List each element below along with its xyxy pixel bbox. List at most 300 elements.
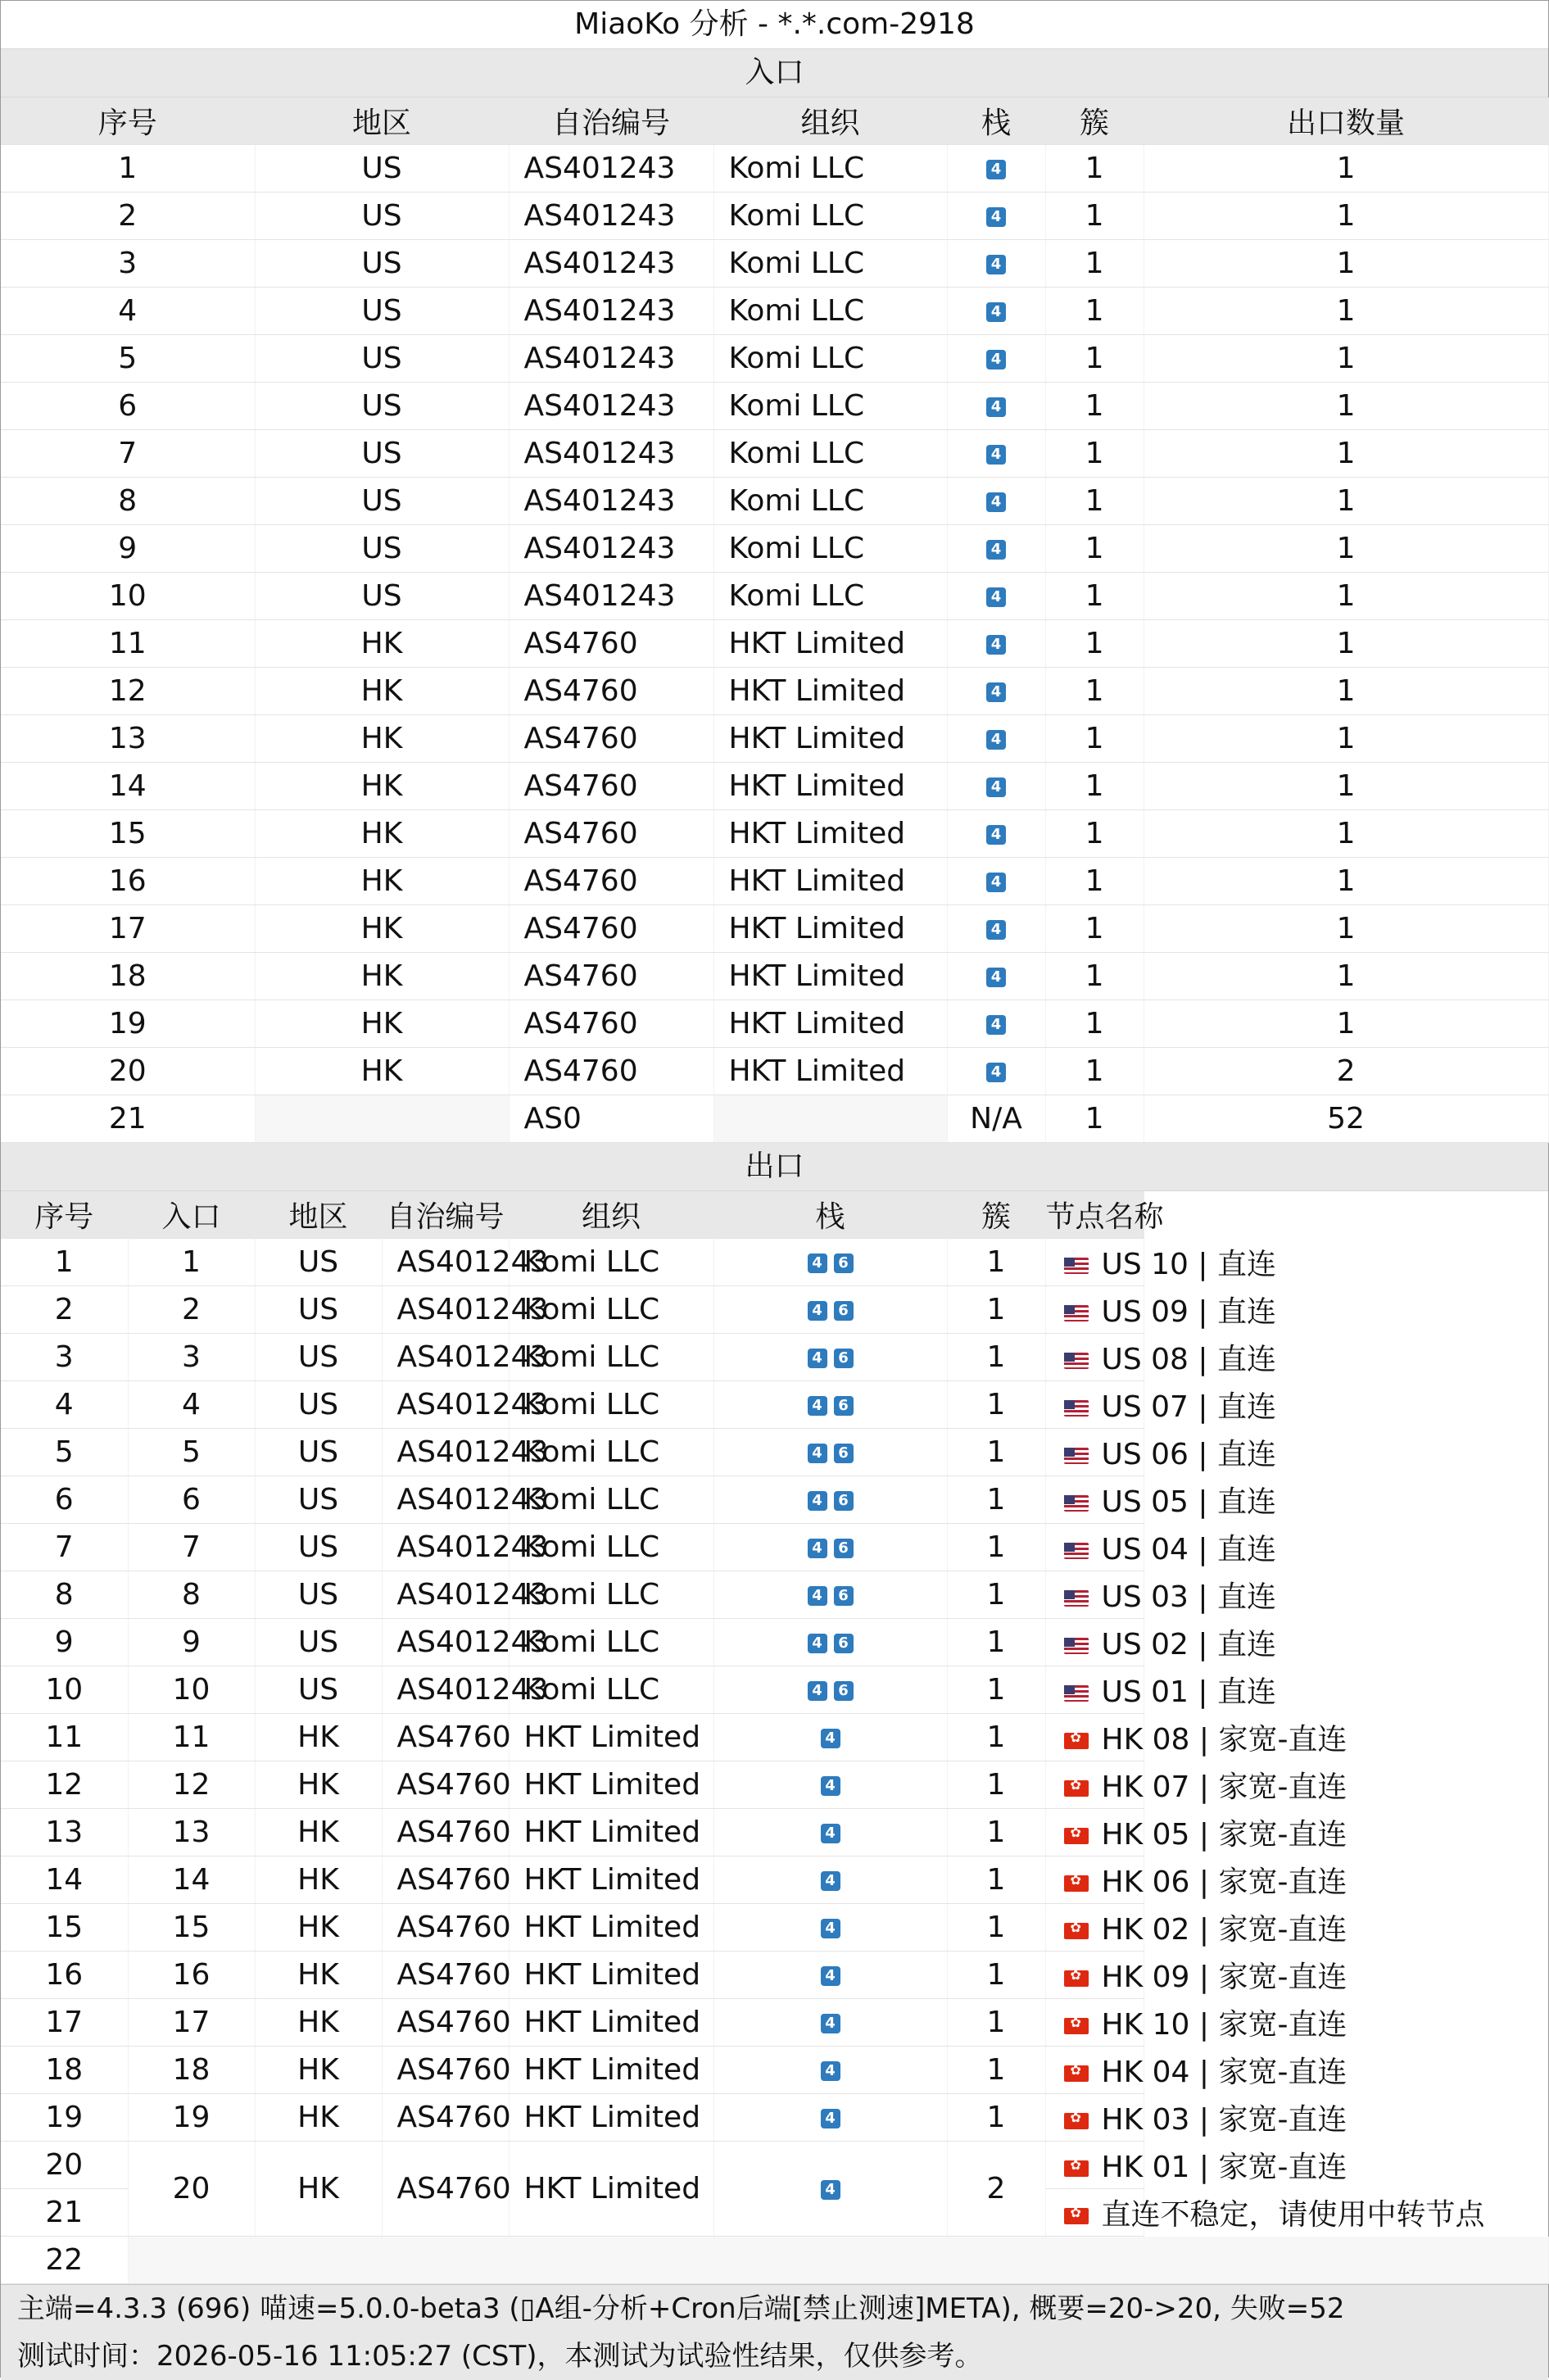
- asn-cell: AS4760: [382, 1714, 509, 1761]
- org-cell: HKT Limited: [509, 1809, 713, 1856]
- us-flag-icon: [1064, 1305, 1089, 1321]
- us-flag-icon: [1064, 1258, 1089, 1274]
- ip-stack-badge: 4: [986, 777, 1006, 797]
- region-cell: HK: [255, 905, 509, 953]
- entry-row: [1, 478, 1548, 525]
- stack-cell: [713, 1286, 947, 1334]
- org-cell: Komi LLC: [713, 335, 947, 383]
- entry-row: [1, 383, 1548, 430]
- us-flag-icon: [1064, 1543, 1089, 1559]
- node-name-cell: [1045, 1809, 1347, 1856]
- entry-row: [1, 335, 1548, 383]
- ip-stack-badge: 4: [808, 1586, 827, 1606]
- asn-cell: AS4760: [509, 763, 713, 810]
- org-cell: HKT Limited: [713, 763, 947, 810]
- cluster-cell: 1: [947, 1761, 1045, 1809]
- cluster-cell: 1: [947, 2094, 1045, 2142]
- asn-cell: AS401243: [509, 525, 713, 573]
- org-cell: Komi LLC: [713, 478, 947, 525]
- exit-table: [1, 1191, 1549, 2284]
- cluster-cell: 1: [947, 1334, 1045, 1381]
- cluster-cell: 1: [947, 1381, 1045, 1429]
- asn-cell: AS401243: [509, 573, 713, 620]
- exit-row: [1, 1571, 1548, 1619]
- index-cell: 16: [1, 858, 255, 905]
- hk-flag-icon: [1064, 1923, 1089, 1939]
- index-cell: 10: [1, 573, 255, 620]
- col-header-cluster: 簇: [1045, 97, 1144, 145]
- asn-cell: AS401243: [382, 1666, 509, 1714]
- asn-cell: AS401243: [509, 288, 713, 335]
- asn-cell: AS401243: [382, 1524, 509, 1571]
- node-name: HK 04 | 家宽-直连: [1101, 2056, 1347, 2089]
- entry-cell: 2: [128, 1286, 255, 1334]
- index-cell: 14: [1, 1856, 128, 1904]
- node-name-cell: [1045, 1476, 1276, 1524]
- index-cell: 9: [1, 1619, 128, 1666]
- index-cell: 13: [1, 715, 255, 763]
- region-cell: HK: [255, 715, 509, 763]
- region-cell: HK: [255, 858, 509, 905]
- entry-row: [1, 858, 1548, 905]
- index-cell: 11: [1, 620, 255, 668]
- org-cell: Komi LLC: [509, 1334, 713, 1381]
- ip-stack-badge: 6: [834, 1444, 854, 1463]
- node-name-cell: [1045, 1904, 1347, 1952]
- index-cell: 1: [1, 1239, 128, 1286]
- col-header-node-name: 节点名称: [1045, 1191, 1144, 1239]
- index-cell: 10: [1, 1666, 128, 1714]
- exit-row: [1, 1429, 1548, 1476]
- entry-row: [1, 715, 1548, 763]
- org-cell: HKT Limited: [713, 1000, 947, 1048]
- ip-stack-badge: 4: [986, 825, 1006, 845]
- node-name-cell: [1045, 2189, 1485, 2237]
- ip-stack-badge: 6: [834, 1539, 854, 1558]
- exit-row: [1, 1524, 1548, 1571]
- cluster-cell: 1: [947, 1476, 1045, 1524]
- entry-cell: 14: [128, 1856, 255, 1904]
- entry-row: [1, 1048, 1548, 1095]
- cluster-cell: 1: [1045, 478, 1144, 525]
- index-cell: 5: [1, 335, 255, 383]
- stack-cell: [713, 1999, 947, 2047]
- region-cell: US: [255, 145, 509, 193]
- node-name: US 06 | 直连: [1101, 1438, 1276, 1471]
- org-cell: Komi LLC: [509, 1429, 713, 1476]
- stack-cell: [947, 525, 1045, 573]
- index-cell: 11: [1, 1714, 128, 1761]
- org-cell: Komi LLC: [509, 1524, 713, 1571]
- region-cell: HK: [255, 1809, 382, 1856]
- cluster-cell: 1: [1045, 193, 1144, 240]
- exit-row: [1, 1476, 1548, 1524]
- region-cell: HK: [255, 1856, 382, 1904]
- stack-cell: [947, 430, 1045, 478]
- entry-row: [1, 620, 1548, 668]
- org-cell: HKT Limited: [509, 1952, 713, 1999]
- footer-version-line: 主端=4.3.3 (696) 喵速=5.0.0-beta3 (▯A组-分析+Cron后端[禁止测速]META), 概要=20->20, 失败=52: [17, 2292, 1345, 2325]
- index-cell: 21: [1, 2189, 128, 2237]
- ip-stack-badge: 6: [834, 1253, 854, 1273]
- exit-row: [1, 2237, 1548, 2284]
- exit-count-cell: 1: [1144, 573, 1548, 620]
- node-name-cell: [1045, 2047, 1347, 2094]
- index-cell: 12: [1, 1761, 128, 1809]
- org-cell: HKT Limited: [509, 2047, 713, 2094]
- org-cell: Komi LLC: [713, 193, 947, 240]
- org-cell: Komi LLC: [713, 288, 947, 335]
- col-header-org: 组织: [713, 97, 947, 145]
- entry-cell: 9: [128, 1619, 255, 1666]
- cluster-cell: 1: [1045, 905, 1144, 953]
- entry-cell: 5: [128, 1429, 255, 1476]
- node-name: US 03 | 直连: [1101, 1580, 1276, 1614]
- stack-cell: [947, 763, 1045, 810]
- entry-row: [1, 1000, 1548, 1048]
- ip-stack-badge: 4: [986, 397, 1006, 417]
- cluster-cell: 1: [947, 1571, 1045, 1619]
- stack-cell: [713, 1239, 947, 1286]
- hk-flag-icon: [1064, 1970, 1089, 1987]
- exit-section-label: 出口: [1, 1143, 1548, 1191]
- index-cell: 6: [1, 1476, 128, 1524]
- node-name-cell: [1045, 1856, 1347, 1904]
- col-header-index: 序号: [1, 1191, 128, 1239]
- ip-stack-badge: 4: [986, 350, 1006, 369]
- exit-count-cell: 1: [1144, 145, 1548, 193]
- index-cell: 3: [1, 240, 255, 288]
- index-cell: 7: [1, 430, 255, 478]
- region-cell: HK: [255, 1952, 382, 1999]
- node-name-cell: [1045, 1334, 1276, 1381]
- ip-stack-badge: 6: [834, 1491, 854, 1511]
- index-cell: 16: [1, 1952, 128, 1999]
- exit-row: [1, 2094, 1548, 2142]
- entry-row: [1, 193, 1548, 240]
- region-cell: HK: [255, 1904, 382, 1952]
- entry-table: [1, 97, 1549, 1143]
- col-header-cluster: 簇: [947, 1191, 1045, 1239]
- cluster-cell: 1: [947, 1286, 1045, 1334]
- stack-cell: N/A: [947, 1095, 1045, 1143]
- ip-stack-badge: 4: [808, 1253, 827, 1273]
- exit-count-cell: 1: [1144, 668, 1548, 715]
- org-cell: HKT Limited: [509, 1999, 713, 2047]
- cluster-cell: 1: [1045, 145, 1144, 193]
- entry-row: [1, 1095, 1548, 1143]
- index-cell: 13: [1, 1809, 128, 1856]
- org-cell: Komi LLC: [713, 525, 947, 573]
- org-cell: HKT Limited: [509, 1714, 713, 1761]
- node-name-cell: [1045, 2094, 1347, 2142]
- region-cell: HK: [255, 620, 509, 668]
- stack-cell: [947, 810, 1045, 858]
- ip-stack-badge: 4: [821, 1966, 840, 1986]
- stack-cell: [713, 1666, 947, 1714]
- region-cell: US: [255, 1571, 382, 1619]
- asn-cell: AS401243: [509, 478, 713, 525]
- entry-row: [1, 810, 1548, 858]
- asn-cell: AS401243: [509, 145, 713, 193]
- stack-cell: [713, 2094, 947, 2142]
- hk-flag-icon: [1064, 2160, 1089, 2177]
- asn-cell: AS4760: [509, 668, 713, 715]
- index-cell: 5: [1, 1429, 128, 1476]
- region-cell: US: [255, 335, 509, 383]
- stack-cell: [713, 2142, 947, 2237]
- ip-stack-badge: 4: [808, 1491, 827, 1511]
- index-cell: 2: [1, 1286, 128, 1334]
- exit-count-cell: 1: [1144, 335, 1548, 383]
- stack-cell: [713, 1381, 947, 1429]
- stack-cell: [947, 573, 1045, 620]
- cluster-cell: 1: [1045, 430, 1144, 478]
- stack-cell: [713, 1714, 947, 1761]
- cluster-cell: 1: [947, 1666, 1045, 1714]
- report-title: MiaoKo 分析 - *.*.com-2918: [1, 1, 1548, 49]
- ip-stack-badge: 4: [986, 255, 1006, 274]
- org-cell: HKT Limited: [509, 1761, 713, 1809]
- stack-cell: [713, 1476, 947, 1524]
- org-cell: HKT Limited: [713, 620, 947, 668]
- asn-cell: AS401243: [509, 430, 713, 478]
- ip-stack-badge: 6: [834, 1301, 854, 1321]
- us-flag-icon: [1064, 1590, 1089, 1607]
- ip-stack-badge: 4: [986, 160, 1006, 179]
- index-cell: 21: [1, 1095, 255, 1143]
- entry-cell: 17: [128, 1999, 255, 2047]
- index-cell: 20: [1, 1048, 255, 1095]
- col-header-asn: 自治编号: [382, 1191, 509, 1239]
- node-name-cell: [1045, 1999, 1347, 2047]
- stack-cell: [947, 1000, 1045, 1048]
- hk-flag-icon: [1064, 1828, 1089, 1844]
- region-cell: HK: [255, 2047, 382, 2094]
- asn-cell: AS0: [509, 1095, 713, 1143]
- stack-cell: [713, 1619, 947, 1666]
- cluster-cell: 1: [947, 1619, 1045, 1666]
- region-cell: US: [255, 1666, 382, 1714]
- entry-cell: 11: [128, 1714, 255, 1761]
- cluster-cell: 1: [1045, 383, 1144, 430]
- asn-cell: AS401243: [509, 240, 713, 288]
- col-header-region: 地区: [255, 97, 509, 145]
- ip-stack-badge: 6: [834, 1634, 854, 1653]
- cluster-cell: 1: [1045, 335, 1144, 383]
- asn-cell: AS4760: [382, 1904, 509, 1952]
- region-cell: HK: [255, 2142, 382, 2237]
- ip-stack-badge: 4: [821, 1776, 840, 1796]
- stack-cell: [713, 1856, 947, 1904]
- stack-cell: [713, 1334, 947, 1381]
- cluster-cell: 2: [947, 2142, 1045, 2237]
- asn-cell: AS401243: [382, 1381, 509, 1429]
- exit-count-cell: 1: [1144, 953, 1548, 1000]
- cluster-cell: 1: [1045, 240, 1144, 288]
- stack-cell: [947, 478, 1045, 525]
- stack-cell: [713, 1761, 947, 1809]
- cluster-cell: 1: [1045, 858, 1144, 905]
- region-cell: US: [255, 1524, 382, 1571]
- ip-stack-badge: 6: [834, 1586, 854, 1606]
- entry-cell: 4: [128, 1381, 255, 1429]
- node-name-cell: [1045, 2142, 1347, 2189]
- ip-stack-badge: 4: [986, 540, 1006, 560]
- node-name: HK 05 | 家宽-直连: [1101, 1818, 1347, 1852]
- asn-cell: AS4760: [382, 1856, 509, 1904]
- stack-cell: [947, 715, 1045, 763]
- hk-flag-icon: [1064, 2065, 1089, 2082]
- ip-stack-badge: 4: [986, 445, 1006, 465]
- stack-cell: [713, 1571, 947, 1619]
- exit-row: [1, 1856, 1548, 1904]
- index-cell: 15: [1, 810, 255, 858]
- entry-section-label: 入口: [1, 49, 1548, 97]
- entry-cell: 7: [128, 1524, 255, 1571]
- exit-count-cell: 1: [1144, 620, 1548, 668]
- ip-stack-badge: 4: [986, 1015, 1006, 1035]
- cluster-cell: 1: [1045, 1095, 1144, 1143]
- index-cell: 14: [1, 763, 255, 810]
- stack-cell: [713, 1429, 947, 1476]
- cluster-cell: 1: [947, 1524, 1045, 1571]
- cluster-cell: 1: [1045, 1048, 1144, 1095]
- cluster-cell: 1: [1045, 1000, 1144, 1048]
- footer-time-line: 测试时间：2026-05-16 11:05:27 (CST)，本测试为试验性结果，仅供参考。: [17, 2340, 983, 2373]
- index-cell: 18: [1, 953, 255, 1000]
- org-cell: HKT Limited: [713, 1048, 947, 1095]
- org-cell: Komi LLC: [509, 1286, 713, 1334]
- ip-stack-badge: 6: [834, 1396, 854, 1416]
- org-cell: Komi LLC: [509, 1571, 713, 1619]
- exit-row: [1, 1334, 1548, 1381]
- region-cell: US: [255, 1476, 382, 1524]
- asn-cell: AS401243: [509, 193, 713, 240]
- cluster-cell: 1: [947, 1856, 1045, 1904]
- region-cell: HK: [255, 1999, 382, 2047]
- entry-row: [1, 288, 1548, 335]
- exit-count-cell: 52: [1144, 1095, 1548, 1143]
- entry-row: [1, 240, 1548, 288]
- index-cell: 8: [1, 1571, 128, 1619]
- org-cell: Komi LLC: [713, 145, 947, 193]
- stack-cell: [713, 1904, 947, 1952]
- index-cell: 4: [1, 1381, 128, 1429]
- region-cell: US: [255, 478, 509, 525]
- exit-row: [1, 1714, 1548, 1761]
- footer: [1, 2284, 1548, 2380]
- cluster-cell: 1: [947, 1999, 1045, 2047]
- entry-cell: 18: [128, 2047, 255, 2094]
- stack-cell: [947, 1048, 1045, 1095]
- region-cell: HK: [255, 810, 509, 858]
- exit-count-cell: 1: [1144, 478, 1548, 525]
- entry-cell: 6: [128, 1476, 255, 1524]
- node-name-cell: [1045, 1952, 1347, 1999]
- node-name: HK 09 | 家宽-直连: [1101, 1961, 1347, 1994]
- entry-cell: 3: [128, 1334, 255, 1381]
- entry-cell: 13: [128, 1809, 255, 1856]
- cluster-cell: 1: [947, 1239, 1045, 1286]
- org-cell: HKT Limited: [713, 905, 947, 953]
- ip-stack-badge: 4: [808, 1301, 827, 1321]
- exit-table-header: [1, 1191, 1548, 1239]
- index-cell: 22: [1, 2237, 128, 2284]
- org-cell: HKT Limited: [713, 858, 947, 905]
- asn-cell: AS4760: [382, 1952, 509, 1999]
- region-cell: US: [255, 573, 509, 620]
- cluster-cell: 1: [1045, 953, 1144, 1000]
- entry-row: [1, 145, 1548, 193]
- entry-cell: 12: [128, 1761, 255, 1809]
- exit-count-cell: 1: [1144, 193, 1548, 240]
- col-header-stack: 栈: [713, 1191, 947, 1239]
- entry-row: [1, 763, 1548, 810]
- cluster-cell: 1: [1045, 573, 1144, 620]
- node-name: HK 10 | 家宽-直连: [1101, 2008, 1347, 2042]
- region-cell: HK: [255, 1000, 509, 1048]
- cluster-cell: 1: [1045, 288, 1144, 335]
- ip-stack-badge: 4: [821, 2014, 840, 2033]
- stack-cell: [947, 905, 1045, 953]
- node-name: US 05 | 直连: [1101, 1485, 1276, 1519]
- index-cell: 18: [1, 2047, 128, 2094]
- hk-flag-icon: [1064, 2018, 1089, 2034]
- entry-table-header: [1, 97, 1548, 145]
- ip-stack-badge: 4: [986, 302, 1006, 322]
- org-cell: Komi LLC: [509, 1476, 713, 1524]
- asn-cell: AS4760: [382, 2094, 509, 2142]
- ip-stack-badge: 4: [808, 1681, 827, 1701]
- col-header-org: 组织: [509, 1191, 713, 1239]
- asn-cell: AS4760: [509, 953, 713, 1000]
- exit-count-cell: 1: [1144, 715, 1548, 763]
- index-cell: 1: [1, 145, 255, 193]
- index-cell: 6: [1, 383, 255, 430]
- index-cell: 9: [1, 525, 255, 573]
- ip-stack-badge: 4: [986, 730, 1006, 750]
- exit-row: [1, 1286, 1548, 1334]
- node-name-cell: [1045, 1714, 1347, 1761]
- exit-count-cell: 1: [1144, 288, 1548, 335]
- asn-cell: AS4760: [509, 858, 713, 905]
- node-name-cell: [1045, 1429, 1276, 1476]
- org-cell: HKT Limited: [713, 953, 947, 1000]
- ip-stack-badge: 4: [821, 1871, 840, 1891]
- cluster-cell: 1: [1045, 763, 1144, 810]
- index-cell: 19: [1, 1000, 255, 1048]
- ip-stack-badge: 4: [808, 1396, 827, 1416]
- stack-cell: [947, 145, 1045, 193]
- region-cell: US: [255, 1429, 382, 1476]
- col-header-entry: 入口: [128, 1191, 255, 1239]
- us-flag-icon: [1064, 1353, 1089, 1369]
- region-cell: US: [255, 288, 509, 335]
- entry-cell: 8: [128, 1571, 255, 1619]
- node-name-cell: [1045, 1381, 1276, 1429]
- node-name: HK 07 | 家宽-直连: [1101, 1770, 1347, 1804]
- ip-stack-badge: 6: [834, 1349, 854, 1368]
- us-flag-icon: [1064, 1448, 1089, 1464]
- index-cell: 17: [1, 1999, 128, 2047]
- index-cell: 2: [1, 193, 255, 240]
- index-cell: 8: [1, 478, 255, 525]
- hk-flag-icon: [1064, 2208, 1089, 2224]
- asn-cell: AS4760: [509, 620, 713, 668]
- org-cell: Komi LLC: [713, 430, 947, 478]
- ip-stack-badge: 4: [986, 207, 1006, 227]
